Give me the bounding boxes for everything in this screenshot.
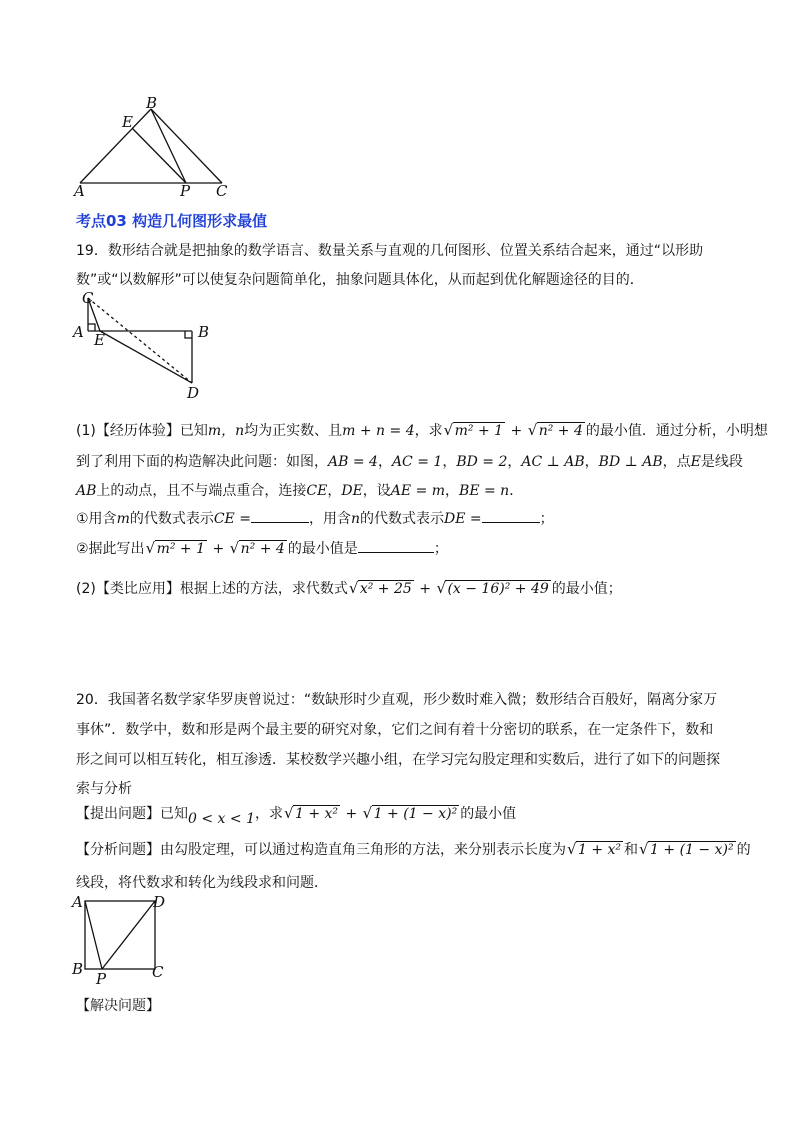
q20-analysis-line2: 线段，将代数求和转化为线段求和问题． — [76, 875, 328, 891]
label-a: A — [72, 893, 83, 911]
q19-part2: (2)【类比应用】根据上述的方法，求代数式 √ x² + 25 + √ (x − 16)² + 49 的最小值； — [76, 579, 622, 597]
q20-line2: 事休”．数学中，数和形是两个最主要的研究对象，它们之间有着十分密切的联系，在一定条件下，数和 — [76, 722, 714, 738]
q19-part1-line1: (1)【经历体验】已知m，n均为正实数、且m + n = 4，求 √ m² + 1 + √ n² + 4 的最小值．通过分析，小明想 — [76, 421, 768, 439]
label-b: B — [198, 323, 210, 341]
q19-line1: 19．数形结合就是把抽象的数学语言、数量关系与直观的几何图形、位置关系结合起来，通过“以形助 — [76, 243, 704, 259]
segment-ab — [80, 109, 151, 183]
square-abcd — [85, 901, 155, 969]
right-angle-b — [185, 331, 192, 338]
answer-blank-ce[interactable] — [251, 510, 309, 523]
label-b: B — [146, 94, 158, 112]
label-d: D — [187, 384, 200, 402]
segment-ap — [85, 901, 102, 969]
label-c: C — [82, 289, 94, 307]
answer-blank-min[interactable] — [358, 540, 434, 553]
q19-sub2: ②据此写出 √ m² + 1 + √ n² + 4 的最小值是 ； — [76, 539, 448, 557]
section-title: 考点03 构造几何图形求最值 — [76, 212, 268, 230]
q19-sub1: ①用含m的代数式表示CE = ，用含n的代数式表示DE = ； — [76, 511, 554, 527]
label-p: P — [96, 970, 107, 988]
q19-part1-line2: 到了利用下面的构造解决此问题：如图，AB = 4，AC = 1，BD = 2，AC ⊥ AB，BD ⊥ AB，点E是线段 — [76, 454, 743, 470]
segment-ed — [100, 331, 192, 383]
q20-solve-heading: 【解决问题】 — [76, 998, 160, 1014]
q20-line4: 索与分析 — [76, 781, 132, 797]
q20-analysis: 【分析问题】由勾股定理，可以通过构造直角三角形的方法，来分别表示长度为 √ 1 + x² 和 √ 1 + (1 − x)² 的 — [76, 840, 751, 858]
segment-bc — [151, 109, 222, 183]
label-e: E — [94, 331, 105, 349]
label-b: B — [72, 960, 84, 978]
label-e: E — [122, 113, 133, 131]
q20-line3: 形之间可以相互转化，相互渗透．某校数学兴趣小组，在学习完勾股定理和实数后，进行了如下的问题探 — [76, 752, 720, 768]
q20-ask: 【提出问题】已知0 < x < 1，求 √ 1 + x² + √ 1 + (1 − x)² 的最小值 — [76, 804, 517, 827]
q19-line2: 数”或“以数解形”可以使复杂问题简单化，抽象问题具体化，从而起到优化解题途径的目的． — [76, 272, 644, 288]
label-c: C — [152, 963, 164, 981]
answer-blank-de[interactable] — [482, 510, 540, 523]
label-a: A — [73, 323, 84, 341]
label-d: D — [153, 893, 166, 911]
segment-dp — [102, 901, 155, 969]
right-angle-a — [88, 324, 95, 331]
q20-line1: 20．我国著名数学家华罗庚曾说过：“数缺形时少直观，形少数时难入微；数形结合百般好，隔离分家万 — [76, 692, 718, 708]
label-c: C — [216, 182, 228, 200]
segment-bp — [151, 109, 186, 183]
q19-part1-line3: AB上的动点，且不与端点重合，连接CE，DE，设AE = m，BE = n． — [76, 483, 524, 499]
label-a: A — [74, 182, 85, 200]
label-p: P — [180, 182, 191, 200]
